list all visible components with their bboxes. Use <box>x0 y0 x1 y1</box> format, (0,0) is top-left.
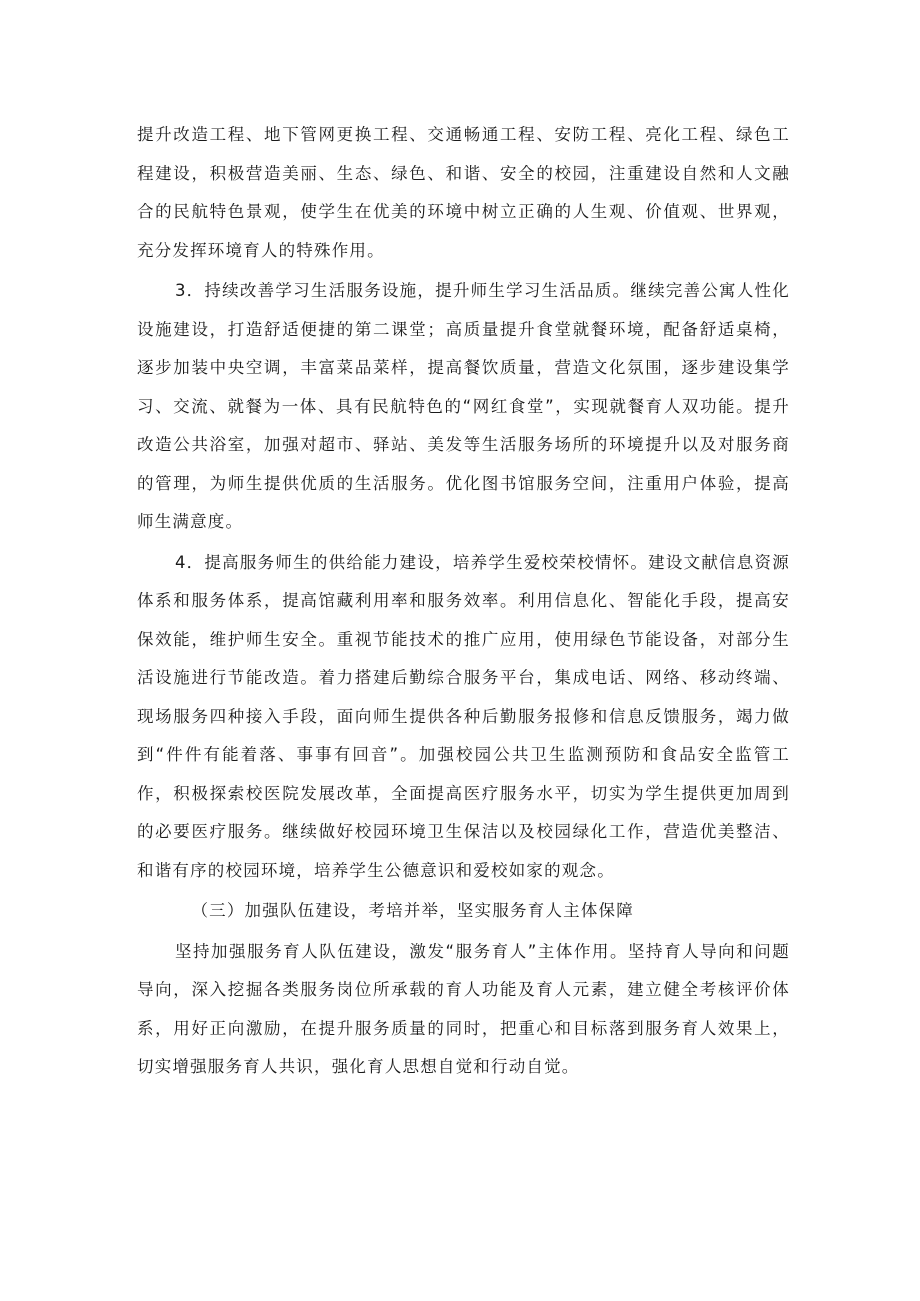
paragraph-item-3: 3．持续改善学习生活服务设施，提升师生学习生活品质。继续完善公寓人性化设施建设，打造舒适便捷的第二课堂；高质量提升食堂就餐环境，配备舒适桌椅，逐步加装中央空调，丰富菜品菜样，提高餐饮质量，营造文化氛围，逐步建设集学习、交流、就餐为一体、具有民航特色的“网红食堂”，实现就餐育人双功能。提升改造公共浴室，加强对超市、驿站、美发等生活服务场所的环境提升以及对服务商的管理，为师生提供优质的生活服务。优化图书馆服务空间，注重用户体验，提高师生满意度。 <box>137 281 790 531</box>
section-heading-3: （三）加强队伍建设，考培并举，坚实服务育人主体保障 <box>191 901 634 920</box>
paragraph-item-4: 4．提高服务师生的供给能力建设，培养学生爱校荣校情怀。建设文献信息资源体系和服务体系，提高馆藏利用率和服务效率。利用信息化、智能化手段，提高安保效能，维护师生安全。重视节能技术的推广应用，使用绿色节能设备，对部分生活设施进行节能改造。着力搭建后勤综合服务平台，集成电话、网络、移动终端、现场服务四种接入手段，面向师生提供各种后勤服务报修和信息反馈服务，竭力做到“件件有能着落、事事有回音”。加强校园公共卫生监测预防和食品安全监管工作，积极探索校医院发展改革，全面提高医疗服务水平，切实为学生提供更加周到的必要医疗服务。继续做好校园环境卫生保洁以及校园绿化工作，营造优美整洁、和谐有序的校园环境，培养学生公德意识和爱校如家的观念。 <box>137 552 790 880</box>
document-body <box>137 116 790 1087</box>
paragraph-section-3: 坚持加强服务育人队伍建设，激发“服务育人”主体作用。坚持育人导向和问题导向，深入挖掘各类服务岗位所承载的育人功能及育人元素，建立健全考核评价体系，用好正向激励，在提升服务质量的同时，把重心和目标落到服务育人效果上，切实增强服务育人共识，强化育人思想自觉和行动自觉。 <box>137 941 790 1076</box>
paragraph-continuation: 提升改造工程、地下管网更换工程、交通畅通工程、安防工程、亮化工程、绿色工程建设，积极营造美丽、生态、绿色、和谐、安全的校园，注重建设自然和人文融合的民航特色景观，使学生在优美的环境中树立正确的人生观、价值观、世界观，充分发挥环境育人的特殊作用。 <box>137 125 790 260</box>
